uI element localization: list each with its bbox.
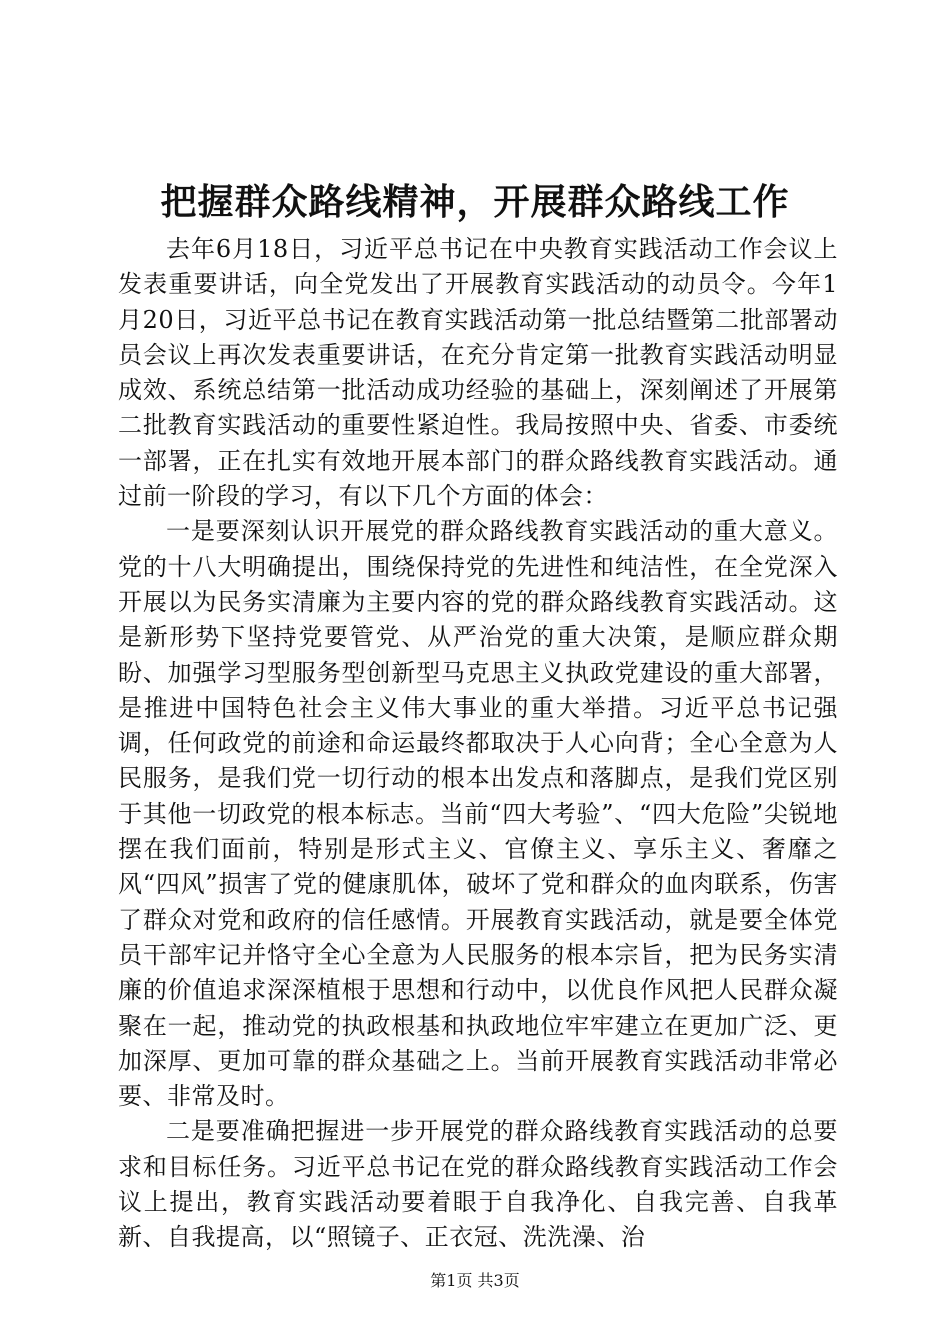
document-title: 把握群众路线精神，开展群众路线工作: [160, 181, 790, 223]
document-body: [118, 232, 838, 1256]
page-footer: 第1页 共3页: [430, 1271, 520, 1290]
paragraph-point-one: 一是要深刻认识开展党的群众路线教育实践活动的重大意义。党的十八大明确提出，围绕保持党的先进性和纯洁性，在全党深入开展以为民务实清廉为主要内容的党的群众路线教育实践活动。这是新形势下坚持党要管党、从严治党的重大决策，是顺应群众期盼、加强学习型服务型创新型马克思主义执政党建设的重大部署，是推进中国特色社会主义伟大事业的重大举措。习近平总书记强调，任何政党的前途和命运最终都取决于人心向背；全心全意为人民服务，是我们党一切行动的根本出发点和落脚点，是我们党区别于其他一切政党的根本标志。当前“四大考验”、“四大危险”尖锐地摆在我们面前，特别是形式主义、官僚主义、享乐主义、奢靡之风“四风”损害了党的健康肌体，破坏了党和群众的血肉联系，伤害了群众对党和政府的信任感情。开展教育实践活动，就是要全体党员干部牢记并恪守全心全意为人民服务的根本宗旨，把为民务实清廉的价值追求深深植根于思想和行动中，以优良作风把人民群众凝聚在一起，推动党的执政根基和执政地位牢牢建立在更加广泛、更加深厚、更加可靠的群众基础之上。当前开展教育实践活动非常必要、非常及时。: [118, 517, 838, 1111]
paragraph-point-two: 二是要准确把握进一步开展党的群众路线教育实践活动的总要求和目标任务。习近平总书记在党的群众路线教育实践活动工作会议上提出，教育实践活动要着眼于自我净化、自我完善、自我革新、自我提高，以“照镜子、正衣冠、洗洗澡、治: [118, 1117, 838, 1252]
paragraph-intro: 去年6月18日，习近平总书记在中央教育实践活动工作会议上发表重要讲话，向全党发出了开展教育实践活动的动员令。今年1月20日，习近平总书记在教育实践活动第一批总结暨第二批部署动员会议上再次发表重要讲话，在充分肯定第一批教育实践活动明显成效、系统总结第一批活动成功经验的基础上，深刻阐述了开展第二批教育实践活动的重要性紧迫性。我局按照中央、省委、市委统一部署，正在扎实有效地开展本部门的群众路线教育实践活动。通过前一阶段的学习，有以下几个方面的体会：: [118, 235, 838, 511]
